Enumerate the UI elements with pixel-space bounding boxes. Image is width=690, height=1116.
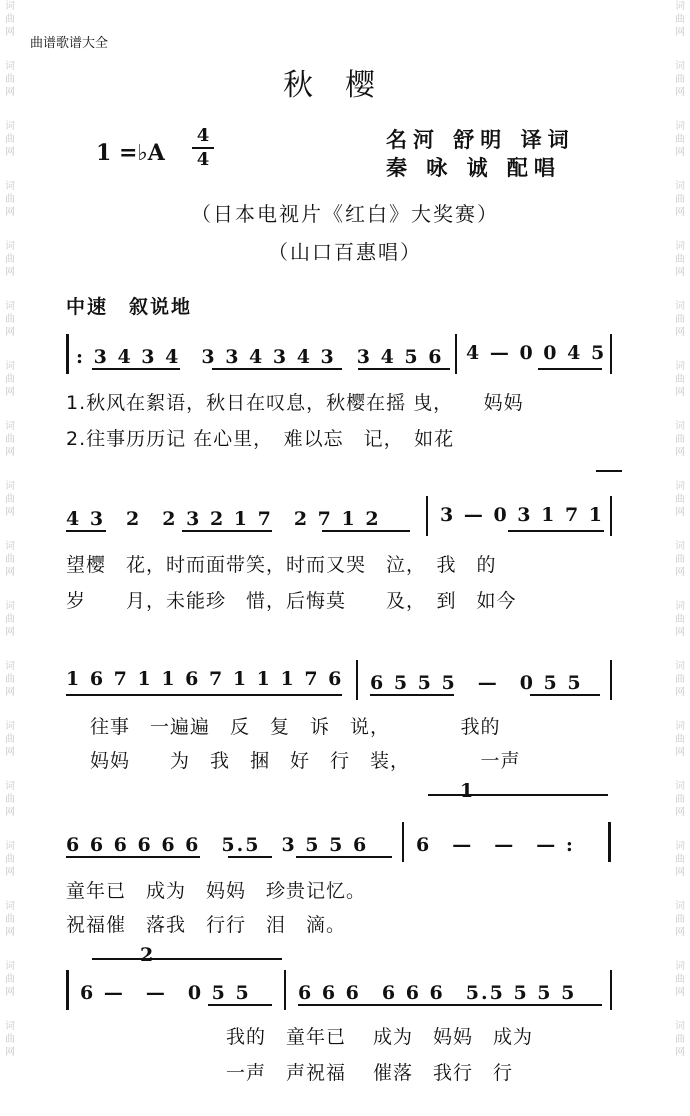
underline-beam [66, 694, 342, 696]
barline [356, 660, 358, 700]
lyric-verse-2: 一声 声祝福 催落 我行 行 [226, 1062, 514, 1084]
lyric-verse-1: 往事 一遍遍 反 复 诉 说， 我的 [90, 716, 501, 738]
underline-beam [228, 856, 272, 858]
lyric-verse-2: 祝福催 落我 行行 泪 滴。 [66, 914, 347, 936]
lyric-verse-2: 妈妈 为 我 捆 好 行 装， 一声 [90, 750, 521, 772]
underline-beam [66, 856, 200, 858]
measure-notes: 6 6 6 6 6 6 5.5 5 5 5 [298, 982, 577, 1004]
underline-beam [212, 368, 342, 370]
measure-notes: 6 — — 0 5 5 [80, 982, 251, 1004]
barline [402, 822, 404, 862]
tempo-marking: 中速 叙说地 [66, 296, 193, 318]
volta-number: 1 [460, 780, 476, 802]
measure-notes: 4 3 2 2 3 2 1 7 2 7 1 2 [66, 508, 381, 530]
lyricist-credit: 名河 舒明 译词 [386, 128, 575, 152]
time-signature [192, 126, 214, 170]
volta-bracket-1 [428, 794, 608, 796]
song-title: 秋樱 [283, 68, 407, 103]
arranger-credit: 秦 咏 诚 配唱 [386, 156, 561, 180]
site-name: 曲谱歌谱大全 [30, 36, 109, 51]
watermark-left: 词 曲 网 词 曲 网 词 曲 网 词 曲 网 词 曲 网 词 曲 网 词 曲 网 词 曲 网 词 曲 网 词 曲 网 词 曲 网 词 曲 网 词 曲 网 词 曲 网 词 曲 网 词 曲 网 词 曲 网 词 曲 网 [5, 1, 15, 1058]
barline [426, 496, 428, 536]
volta-tie [596, 470, 622, 472]
lyric-verse-1: 1.秋风在絮语，秋日在叹息，秋樱在摇 曳， 妈妈 [66, 392, 524, 414]
time-numerator: 4 [196, 125, 210, 146]
volta-bracket-2 [92, 958, 282, 960]
measure-notes: 1 6 7 1 1 6 7 1 1 1 7 6 [66, 668, 344, 690]
underline-beam [508, 530, 604, 532]
underline-beam [322, 530, 410, 532]
singer-subtitle: （山口百惠唱） [268, 240, 422, 264]
underline-beam [296, 856, 392, 858]
barline [610, 496, 612, 536]
volta-number: 2 [140, 944, 156, 966]
key-signature: 1 =♭A [96, 140, 165, 166]
underline-beam [530, 694, 600, 696]
underline-beam [182, 530, 272, 532]
barline [610, 660, 612, 700]
barline [284, 970, 286, 1010]
measure-notes: 3 — 0 3 1 7 1 [440, 504, 605, 526]
underline-beam [358, 368, 450, 370]
underline-beam [92, 368, 180, 370]
time-denominator: 4 [196, 149, 210, 170]
watermark-right: 词 曲 网 词 曲 网 词 曲 网 词 曲 网 词 曲 网 词 曲 网 词 曲 网 词 曲 网 词 曲 网 词 曲 网 词 曲 网 词 曲 网 词 曲 网 词 曲 网 词 曲 网 词 曲 网 词 曲 网 词 曲 网 [675, 1, 685, 1058]
underline-beam [298, 1004, 602, 1006]
lyric-verse-2: 岁 月，未能珍 惜，后悔莫 及， 到 如今 [66, 590, 517, 612]
barline [610, 970, 612, 1010]
underline-beam [538, 368, 602, 370]
underline-beam [208, 1004, 272, 1006]
lyric-verse-1: 童年已 成为 妈妈 珍贵记忆。 [66, 880, 367, 902]
measure-notes: 6 5 5 5 — 0 5 5 [370, 672, 583, 694]
repeat-end-barline [608, 822, 611, 862]
film-subtitle: （日本电视片《红白》大奖赛） [191, 202, 499, 226]
measure-notes: 6 6 6 6 6 6 5.5 3 5 5 6 [66, 834, 369, 856]
measure-notes: : 3 4 3 4 3 3 4 3 4 3 3 4 5 6 [76, 346, 444, 368]
measure-notes: 4 — 0 0 4 5 [466, 342, 607, 364]
repeat-start-barline [66, 970, 69, 1010]
lyric-verse-1: 我的 童年已 成为 妈妈 成为 [226, 1026, 534, 1048]
lyric-verse-2: 2.往事历历记 在心里， 难以忘 记， 如花 [66, 428, 455, 450]
lyric-verse-1: 望樱 花，时而面带笑，时而又哭 泣， 我 的 [66, 554, 497, 576]
repeat-start-barline [66, 334, 69, 374]
barline [455, 334, 457, 374]
underline-beam [66, 530, 106, 532]
barline [610, 334, 612, 374]
underline-beam [370, 694, 454, 696]
measure-notes: 6 — — — : [416, 834, 575, 856]
